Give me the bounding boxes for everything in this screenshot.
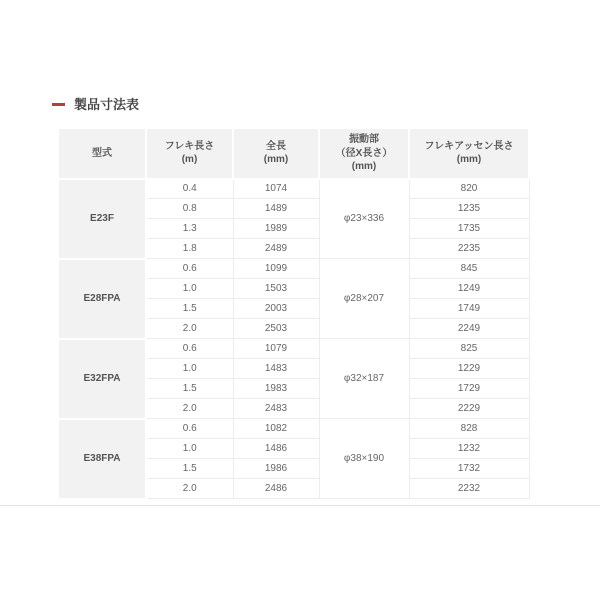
section-divider bbox=[0, 505, 600, 506]
table-header-row bbox=[58, 128, 529, 179]
spec-table-body bbox=[58, 179, 529, 499]
title-dash-icon bbox=[52, 103, 65, 106]
flex-length-cell: 1.8 bbox=[146, 239, 233, 259]
flex-assy-length-cell: 1232 bbox=[409, 439, 529, 459]
flex-assy-length-cell: 2235 bbox=[409, 239, 529, 259]
flex-assy-length-cell: 2249 bbox=[409, 319, 529, 339]
vibration-cell: φ28×207 bbox=[319, 259, 409, 339]
total-length-cell: 2503 bbox=[233, 319, 319, 339]
total-length-cell: 2486 bbox=[233, 479, 319, 499]
flex-assy-length-cell: 1729 bbox=[409, 379, 529, 399]
flex-assy-length-cell: 1735 bbox=[409, 219, 529, 239]
total-length-cell: 1503 bbox=[233, 279, 319, 299]
flex-length-cell: 1.5 bbox=[146, 379, 233, 399]
total-length-cell: 1486 bbox=[233, 439, 319, 459]
flex-length-cell: 0.6 bbox=[146, 419, 233, 439]
flex-length-cell: 1.0 bbox=[146, 359, 233, 379]
total-length-cell: 1079 bbox=[233, 339, 319, 359]
vibration-cell: φ32×187 bbox=[319, 339, 409, 419]
vibration-cell: φ38×190 bbox=[319, 419, 409, 499]
model-cell: E23F bbox=[58, 179, 146, 259]
model-cell: E38FPA bbox=[58, 419, 146, 499]
total-length-cell: 1983 bbox=[233, 379, 319, 399]
flex-assy-length-cell: 828 bbox=[409, 419, 529, 439]
flex-length-cell: 1.0 bbox=[146, 439, 233, 459]
total-length-cell: 2483 bbox=[233, 399, 319, 419]
flex-length-cell: 0.8 bbox=[146, 199, 233, 219]
total-length-cell: 1074 bbox=[233, 179, 319, 199]
table-row bbox=[58, 419, 529, 439]
flex-length-cell: 1.5 bbox=[146, 299, 233, 319]
flex-assy-length-cell: 1249 bbox=[409, 279, 529, 299]
flex-length-cell: 0.4 bbox=[146, 179, 233, 199]
flex-assy-length-cell: 2232 bbox=[409, 479, 529, 499]
col-header-vibration-part: 振動部 （径X長さ） (mm) bbox=[319, 128, 409, 179]
vibration-cell: φ23×336 bbox=[319, 179, 409, 259]
table-row bbox=[58, 339, 529, 359]
total-length-cell: 1986 bbox=[233, 459, 319, 479]
flex-assy-length-cell: 820 bbox=[409, 179, 529, 199]
total-length-cell: 1489 bbox=[233, 199, 319, 219]
flex-assy-length-cell: 1235 bbox=[409, 199, 529, 219]
flex-length-cell: 0.6 bbox=[146, 339, 233, 359]
product-dimension-table bbox=[57, 127, 530, 500]
col-header-flex-assy-length: フレキアッセン長さ (mm) bbox=[409, 128, 529, 179]
flex-assy-length-cell: 845 bbox=[409, 259, 529, 279]
flex-length-cell: 2.0 bbox=[146, 399, 233, 419]
flex-assy-length-cell: 1229 bbox=[409, 359, 529, 379]
model-cell: E32FPA bbox=[58, 339, 146, 419]
flex-assy-length-cell: 825 bbox=[409, 339, 529, 359]
col-header-model: 型式 bbox=[58, 128, 146, 179]
total-length-cell: 1082 bbox=[233, 419, 319, 439]
table-row bbox=[58, 259, 529, 279]
flex-length-cell: 1.3 bbox=[146, 219, 233, 239]
table-row bbox=[58, 179, 529, 199]
total-length-cell: 2003 bbox=[233, 299, 319, 319]
flex-length-cell: 2.0 bbox=[146, 479, 233, 499]
flex-assy-length-cell: 1732 bbox=[409, 459, 529, 479]
flex-assy-length-cell: 2229 bbox=[409, 399, 529, 419]
flex-length-cell: 2.0 bbox=[146, 319, 233, 339]
section-title-text: 製品寸法表 bbox=[74, 97, 140, 112]
flex-length-cell: 1.5 bbox=[146, 459, 233, 479]
total-length-cell: 2489 bbox=[233, 239, 319, 259]
total-length-cell: 1099 bbox=[233, 259, 319, 279]
total-length-cell: 1989 bbox=[233, 219, 319, 239]
total-length-cell: 1483 bbox=[233, 359, 319, 379]
flex-assy-length-cell: 1749 bbox=[409, 299, 529, 319]
col-header-total-length: 全長 (mm) bbox=[233, 128, 319, 179]
model-cell: E28FPA bbox=[58, 259, 146, 339]
flex-length-cell: 0.6 bbox=[146, 259, 233, 279]
section-title bbox=[52, 94, 139, 113]
flex-length-cell: 1.0 bbox=[146, 279, 233, 299]
col-header-flex-length: フレキ長さ (m) bbox=[146, 128, 233, 179]
